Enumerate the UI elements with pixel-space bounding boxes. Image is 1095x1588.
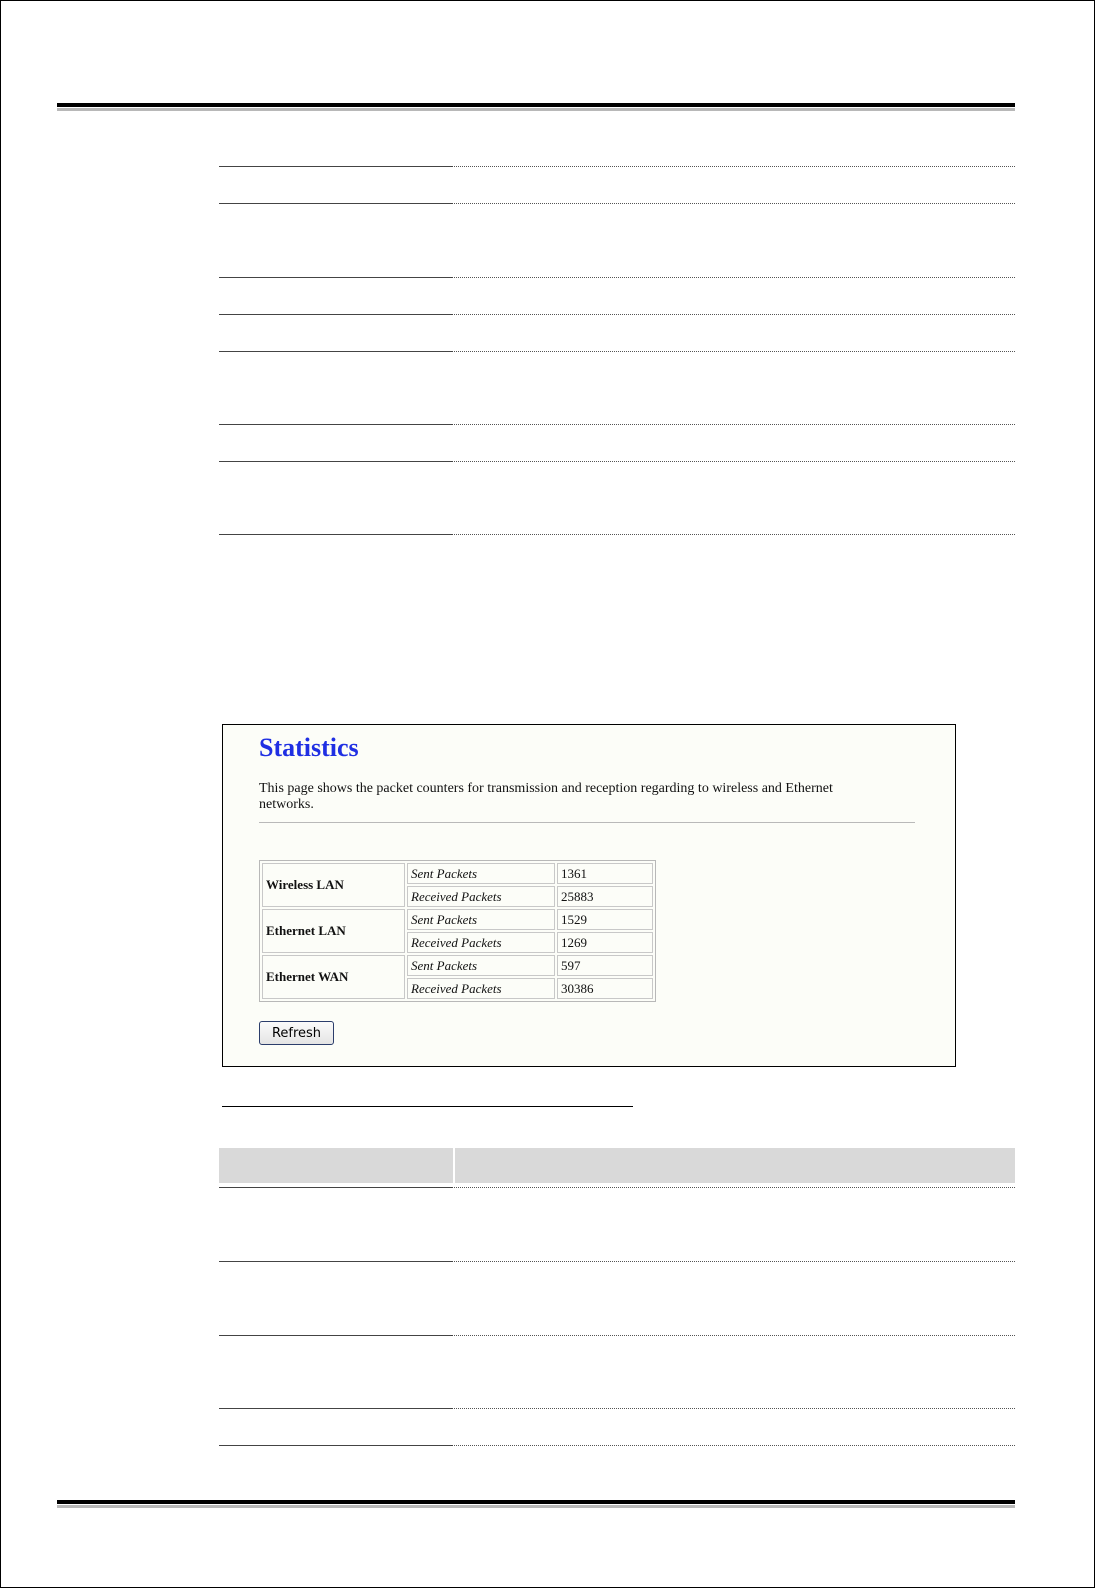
panel-title: Statistics — [259, 733, 359, 762]
row-separator — [219, 166, 1015, 167]
footer-rule-shadow — [57, 1505, 1015, 1508]
row-separator — [219, 1187, 1015, 1188]
statistics-table — [259, 860, 656, 1002]
row-separator — [219, 534, 1015, 535]
row-separator — [219, 1408, 1015, 1409]
refresh-button[interactable]: Refresh — [259, 1021, 334, 1045]
header-rule-shadow — [57, 108, 1015, 111]
counter-value: 1269 — [557, 932, 653, 953]
panel-divider — [259, 822, 915, 823]
group-label: Ethernet WAN — [262, 955, 405, 999]
row-separator — [219, 1335, 1015, 1336]
row-separator — [219, 1261, 1015, 1262]
row-separator — [219, 351, 1015, 352]
row-separator — [219, 203, 1015, 204]
row-separator — [219, 277, 1015, 278]
row-separator — [219, 461, 1015, 462]
table-header — [219, 1148, 1015, 1183]
column-divider — [453, 1148, 455, 1183]
counter-label: Received Packets — [407, 978, 555, 999]
counter-label: Sent Packets — [407, 955, 555, 976]
counter-label: Received Packets — [407, 886, 555, 907]
row-separator — [219, 314, 1015, 315]
table-row — [262, 955, 653, 976]
counter-value: 25883 — [557, 886, 653, 907]
counter-value: 1361 — [557, 863, 653, 884]
caption-underline — [222, 1106, 633, 1107]
row-separator — [219, 1445, 1015, 1446]
table-row — [262, 863, 653, 884]
group-label: Ethernet LAN — [262, 909, 405, 953]
counter-value: 1529 — [557, 909, 653, 930]
statistics-panel — [222, 724, 956, 1067]
counter-label: Sent Packets — [407, 909, 555, 930]
footer-rule — [57, 1500, 1015, 1504]
group-label: Wireless LAN — [262, 863, 405, 907]
panel-description: This page shows the packet counters for transmission and reception regarding to wireless and Ethernet networks. — [259, 781, 833, 812]
table-row — [262, 909, 653, 930]
counter-value: 30386 — [557, 978, 653, 999]
header-rule — [57, 103, 1015, 107]
counter-label: Sent Packets — [407, 863, 555, 884]
row-separator — [219, 424, 1015, 425]
counter-value: 597 — [557, 955, 653, 976]
counter-label: Received Packets — [407, 932, 555, 953]
